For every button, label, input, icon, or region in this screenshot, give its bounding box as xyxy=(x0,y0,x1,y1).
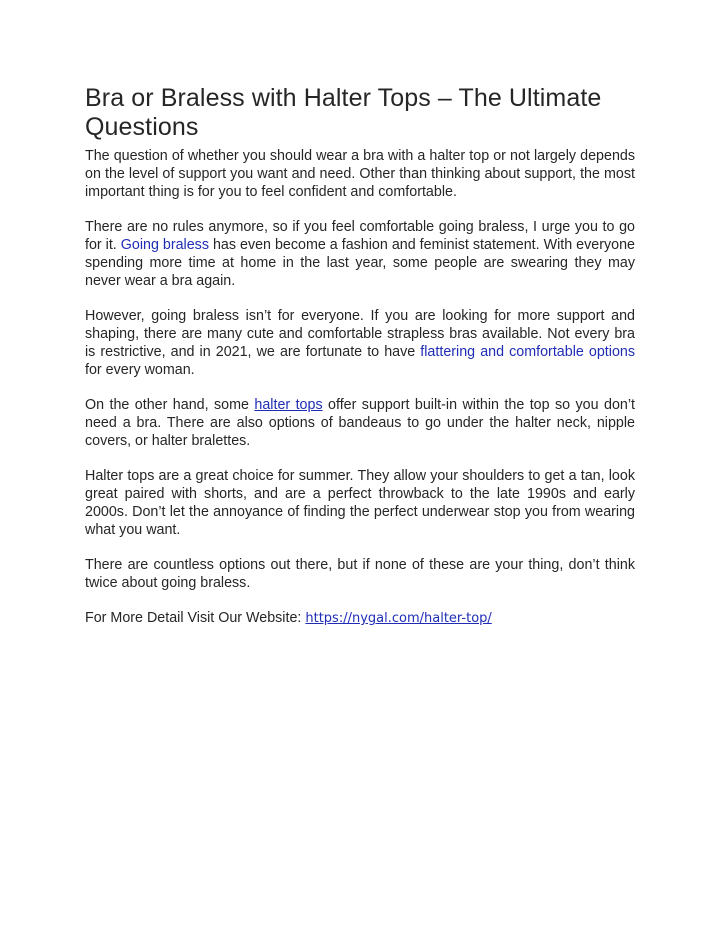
flattering-options-link[interactable]: flattering and comfortable options xyxy=(420,344,635,360)
paragraph-other-hand xyxy=(85,396,635,450)
paragraph-intro xyxy=(85,147,635,201)
paragraph-other-hand-text-before: On the other hand, some xyxy=(85,397,255,413)
website-url-link[interactable]: https://nygal.com/halter-top/ xyxy=(305,611,492,626)
paragraph-summer-text: Halter tops are a great choice for summer. They allow your shoulders to get a tan, look great paired with shorts, and are a perfect throwback to the late 1990s and early 2000s. Don’t let the annoyance of finding the perfect underwear stop you from wearing what you want. xyxy=(85,468,635,538)
paragraph-however-text-after: for every woman. xyxy=(85,362,195,378)
paragraph-no-rules-text-before: There are no rules anymore, so if you feel comfortable going braless, I urge you to go for it. xyxy=(85,219,635,253)
halter-tops-link[interactable]: halter tops xyxy=(254,397,323,413)
paragraph-no-rules-text-after: has even become a fashion and feminist statement. With everyone spending more time at home in the last year, some people are swearing they may never wear a bra again. xyxy=(85,237,635,289)
paragraph-intro-text: The question of whether you should wear a bra with a halter top or not largely depends on the level of support you want and need. Other than thinking about support, the most important thing is for you to feel confident and comfortable. xyxy=(85,148,635,200)
paragraph-countless-text: There are countless options out there, but if none of these are your thing, don’t think twice about going braless. xyxy=(85,557,635,591)
paragraph-countless xyxy=(85,556,635,592)
website-line xyxy=(85,609,635,628)
paragraph-however xyxy=(85,307,635,379)
paragraph-however-text-before: However, going braless isn’t for everyone. If you are looking for more support and shaping, there are many cute and comfortable strapless bras available. Not every bra is restrictive, and in 2021, we are fortunate to have xyxy=(85,308,635,360)
website-label: For More Detail Visit Our Website: xyxy=(85,610,306,626)
paragraph-no-rules xyxy=(85,218,635,290)
page-title: Bra or Braless with Halter Tops – The Ultimate Questions xyxy=(85,84,602,141)
paragraph-other-hand-text-after: offer support built-in within the top so you don’t need a bra. There are also options of bandeaus to go under the halter neck, nipple covers, or halter bralettes. xyxy=(85,397,636,449)
document-page xyxy=(85,84,635,628)
going-braless-link[interactable]: Going braless xyxy=(120,237,209,253)
paragraph-summer xyxy=(85,467,635,539)
